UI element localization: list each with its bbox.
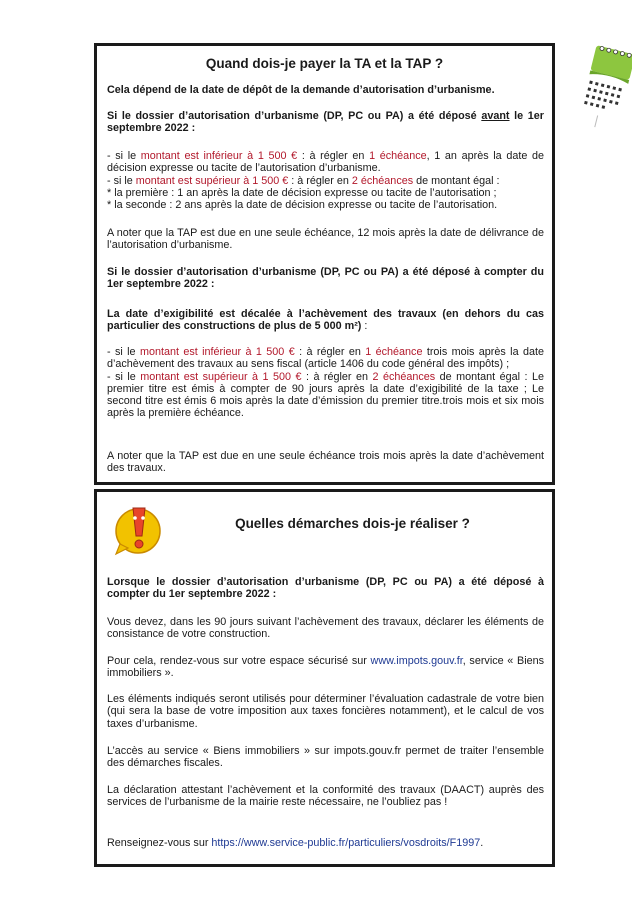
impots-link[interactable]: www.impots.gouv.fr <box>370 655 463 667</box>
procedures-heading: Lorsque le dossier d’autorisation d’urbanisme (DP, PC ou PA) a été déposé à compter du 1er septembre 2022 : <box>107 576 544 601</box>
tap-note-2: A noter que la TAP est due en une seule échéance trois mois après la date d’achèvement des travaux. <box>107 450 544 475</box>
calendar-icon <box>574 42 632 138</box>
procedures-p6: Renseignez-vous sur https://www.service-public.fr/particuliers/vosdroits/F1997. <box>107 837 484 849</box>
case2-heading: Si le dossier d’autorisation d’urbanisme (DP, PC ou PA) a été déposé à compter du 1er septembre 2022 : <box>107 266 544 291</box>
procedures-p3: Les éléments indiqués seront utilisés pour déterminer l’évaluation cadastrale de votre bien (qui sera la base de votre imposition aux taxes foncières notamment), et le calcul de vos taxes d’urbanisme. <box>107 693 544 730</box>
procedures-p5: La déclaration attestant l’achèvement et la conformité des travaux (DAACT) auprès des services de l’urbanisme de la mairie reste nécessaire, ne l’oubliez pas ! <box>107 784 544 809</box>
case2-details: - si le montant est inférieur à 1 500 € : à régler en 1 échéance trois mois après la date d’achèvement des travaux au sens fiscal (article 1406 du code général des impôts) ; - si le montant est supérieur à 1 500 € : à régler en 2 échéances de montant égal : Le premier titre est émis à compter de 90 jours après la date d’exigibilité de la taxe ; Le second titre est émis 6 mois après la date d’émission du premier titre.trois mois et six mois après la première échéance. <box>107 346 544 420</box>
case1-heading: Si le dossier d’autorisation d’urbanisme (DP, PC ou PA) a été déposé avant le 1er septembre 2022 : <box>107 110 545 135</box>
procedures-p1: Vous devez, dans les 90 jours suivant l’achèvement des travaux, déclarer les éléments de consistance de votre construction. <box>107 616 544 641</box>
intro-text: Cela dépend de la date de dépôt de la demande d’autorisation d’urbanisme. <box>107 84 495 96</box>
exigibility-text: La date d’exigibilité est décalée à l’achèvement des travaux (en dehors du cas particulier des constructions de plus de 5 000 m²) : <box>107 308 544 333</box>
case1-details: - si le montant est inférieur à 1 500 € : à régler en 1 échéance, 1 an après la date de décision expresse ou tacite de l’autorisation d’urbanisme. - si le montant est supérieur à 1 500 € : à régler en 2 échéances de montant égal : * la première : 1 an après la date de décision expresse ou tacite de l’autorisation ; * la seconde : 2 ans après la date de décision expresse ou tacite de l’autorisation. <box>107 150 545 212</box>
service-public-link[interactable]: https://www.service-public.fr/particuliers/vosdroits/F1997 <box>211 837 481 849</box>
procedures-title: Quelles démarches dois-je réaliser ? <box>235 516 470 531</box>
payment-timing-box <box>94 43 555 485</box>
payment-timing-title: Quand dois-je payer la TA et la TAP ? <box>205 56 444 71</box>
procedures-p2: Pour cela, rendez-vous sur votre espace sécurisé sur www.impots.gouv.fr, service « Biens immobiliers ». <box>107 655 544 680</box>
procedures-box <box>94 489 555 867</box>
tap-note-1: A noter que la TAP est due en une seule échéance, 12 mois après la date de délivrance de l’autorisation d’urbanisme. <box>107 227 544 252</box>
procedures-p4: L’accès au service « Biens immobiliers » sur impots.gouv.fr permet de traiter l’ensemble des démarches fiscales. <box>107 745 544 770</box>
